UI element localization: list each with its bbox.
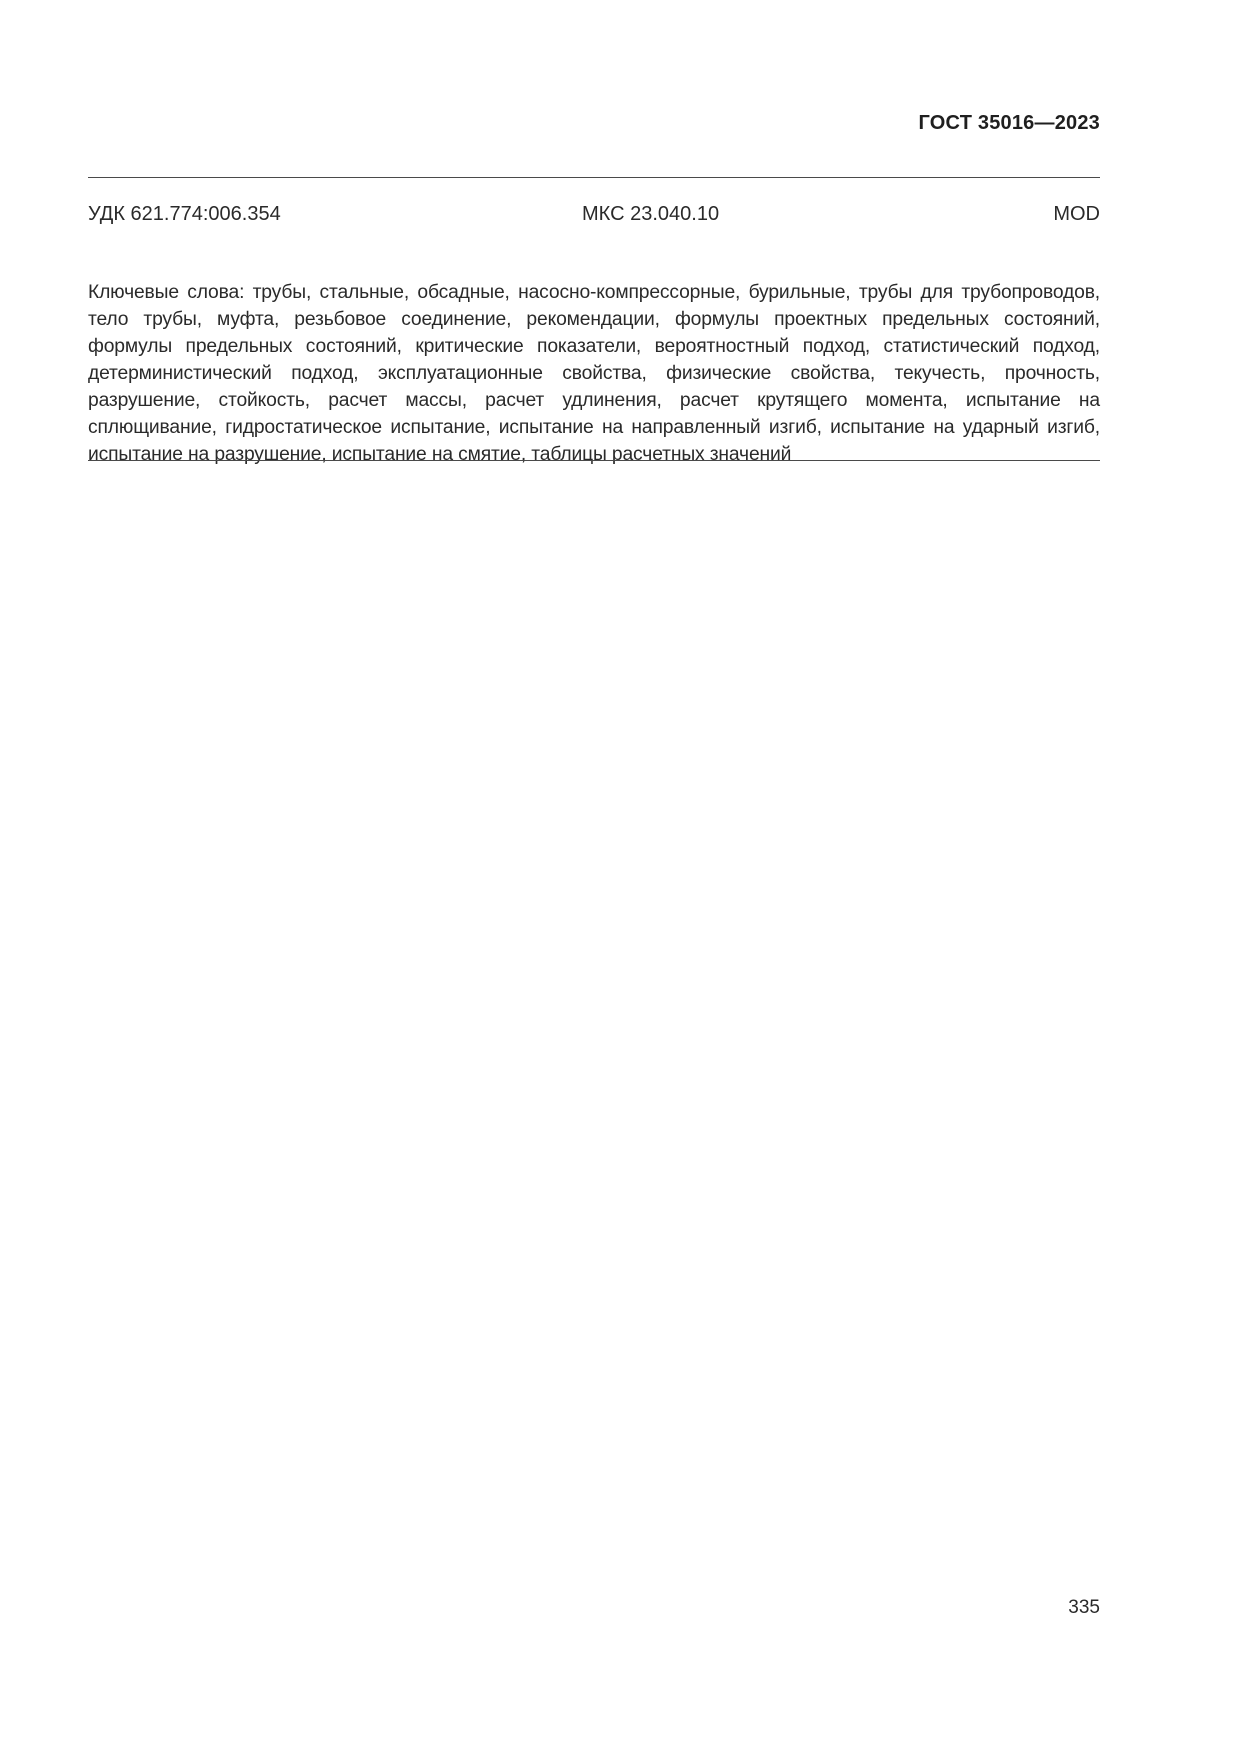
mks-code: МКС 23.040.10 [582, 203, 720, 225]
udk-code: УДК 621.774:006.354 [88, 203, 281, 225]
classification-row [88, 203, 1100, 229]
standard-number: ГОСТ 35016—2023 [918, 112, 1100, 134]
page-number: 335 [1068, 1597, 1100, 1618]
bottom-divider [88, 460, 1100, 461]
keywords-paragraph: Ключевые слова: трубы, стальные, обсадные, насосно-компрессорные, бурильные, трубы для трубопроводов, тело трубы, муфта, резьбовое соединение, рекомендации, формулы проектных предельных состояний, формулы предельных состояний, критические показатели, вероятностный подход, статистический подход, детерминистический подход, эксплуатационные свойства, физические свойства, текучесть, прочность, разрушение, стойкость, расчет массы, расчет удлинения, расчет крутящего момента, испытание на сплющивание, гидростатическое испытание, испытание на направленный изгиб, испытание на ударный изгиб, испытание на разрушение, испытание на смятие, таблицы расчетных значений [88, 282, 1100, 466]
top-divider [88, 177, 1100, 178]
degree-of-correspondence: MOD [1053, 203, 1100, 225]
